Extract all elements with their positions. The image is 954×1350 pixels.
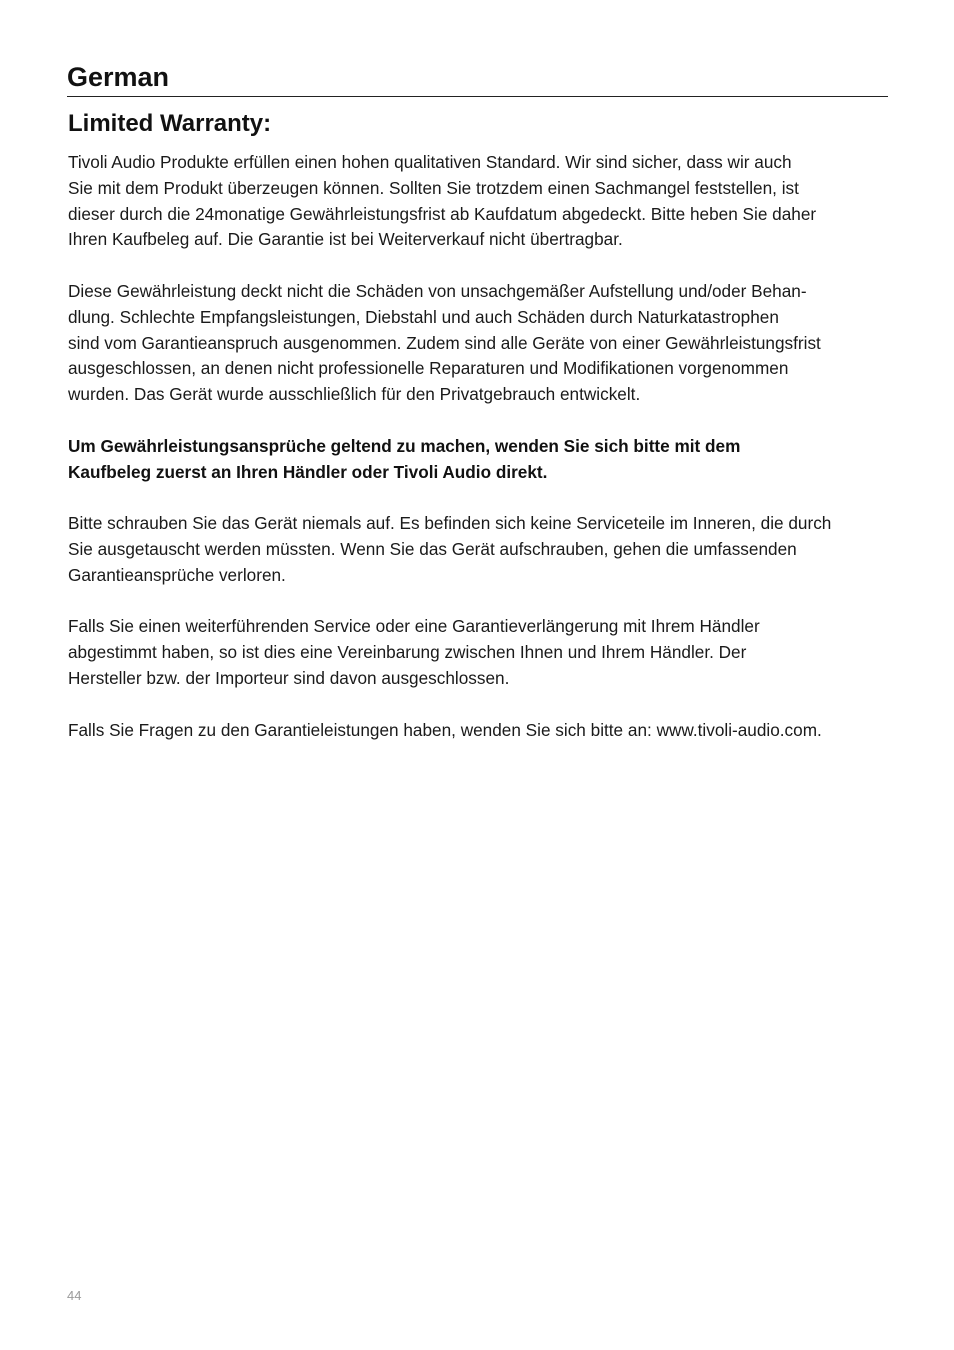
text-line: Sie mit dem Produkt überzeugen können. Sollten Sie trotzdem einen Sachmangel feststellen, ist bbox=[68, 177, 799, 198]
paragraph-2 bbox=[68, 279, 890, 408]
paragraph-3-bold bbox=[68, 434, 890, 486]
section-title: Limited Warranty: bbox=[68, 110, 272, 137]
text-line: Tivoli Audio Produkte erfüllen einen hohen qualitativen Standard. Wir sind sicher, dass wir auch bbox=[68, 152, 792, 172]
text-line: Hersteller bzw. der Importeur sind davon ausgeschlossen. bbox=[68, 667, 510, 688]
page-number: 44 bbox=[67, 1288, 82, 1303]
text-line: sind vom Garantieanspruch ausgenommen. Zudem sind alle Geräte von einer Gewährleistungsfrist bbox=[68, 332, 821, 353]
warranty-body bbox=[68, 150, 890, 769]
text-line: Falls Sie Fragen zu den Garantieleistungen haben, wenden Sie sich bitte an: www.tivoli-audio.com. bbox=[68, 719, 822, 740]
text-line: Ihren Kaufbeleg auf. Die Garantie ist bei Weiterverkauf nicht übertragbar. bbox=[68, 229, 623, 250]
paragraph-6 bbox=[68, 718, 890, 744]
text-line: ausgeschlossen, an denen nicht professionelle Reparaturen und Modifikationen vorgenommen bbox=[68, 358, 789, 379]
paragraph-1 bbox=[68, 150, 890, 253]
text-line: Falls Sie einen weiterführenden Service oder eine Garantieverlängerung mit Ihrem Händler bbox=[68, 616, 760, 637]
text-line: wurden. Das Gerät wurde ausschließlich für den Privatgebrauch entwickelt. bbox=[68, 384, 641, 405]
text-line: dieser durch die 24monatige Gewährleistungsfrist ab Kaufdatum abgedeckt. Bitte heben Sie daher bbox=[68, 203, 817, 224]
paragraph-4 bbox=[68, 511, 890, 588]
text-line: abgestimmt haben, so ist dies eine Vereinbarung zwischen Ihnen und Ihrem Händler. Der bbox=[68, 642, 747, 663]
text-line: Kaufbeleg zuerst an Ihren Händler oder Tivoli Audio direkt. bbox=[68, 461, 548, 482]
text-line: Garantieansprüche verloren. bbox=[68, 564, 286, 585]
paragraph-5 bbox=[68, 614, 890, 691]
text-line: Bitte schrauben Sie das Gerät niemals auf. Es befinden sich keine Serviceteile im Inneren, die durch bbox=[68, 513, 832, 534]
heading-divider bbox=[67, 96, 888, 97]
language-heading: German bbox=[67, 62, 170, 92]
text-line: Diese Gewährleistung deckt nicht die Schäden von unsachgemäßer Aufstellung und/oder Behan- bbox=[68, 280, 807, 301]
text-line: Um Gewährleistungsansprüche geltend zu machen, wenden Sie sich bitte mit dem bbox=[68, 435, 741, 456]
text-line: dlung. Schlechte Empfangsleistungen, Diebstahl und auch Schäden durch Naturkatastrophen bbox=[68, 306, 779, 327]
text-line: Sie ausgetauscht werden müssten. Wenn Sie das Gerät aufschrauben, gehen die umfassenden bbox=[68, 538, 797, 559]
